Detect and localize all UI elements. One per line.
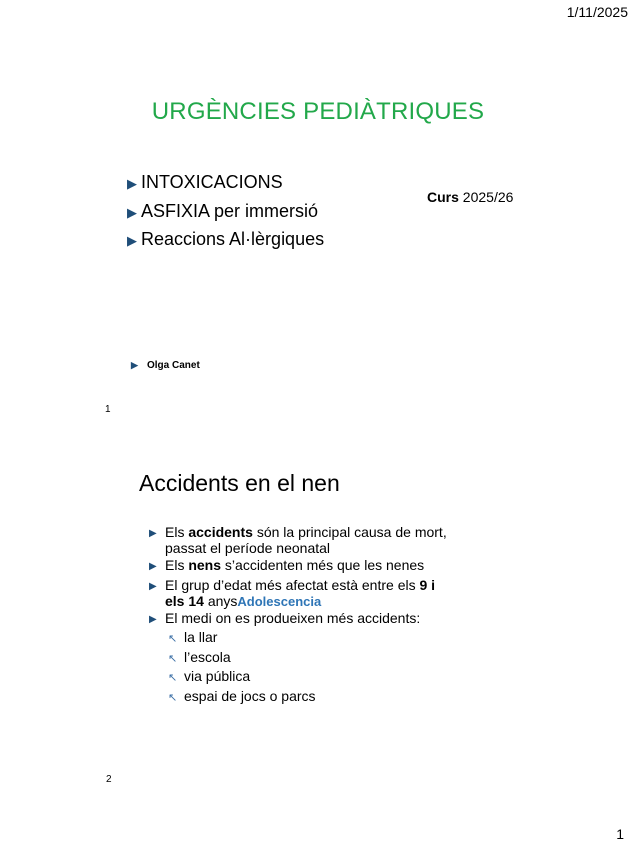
sub-item: ↖ via pública bbox=[168, 668, 251, 684]
bullet-triangle-icon: ▶ bbox=[131, 360, 138, 370]
page-number: 1 bbox=[616, 826, 624, 842]
bullet-item: ▶ El grup d’edat més afectat està entre els 9 i els 14 anysAdolescencia bbox=[149, 577, 436, 609]
bullet-triangle-icon: ▶ bbox=[127, 176, 137, 191]
annotation: Adolescencia bbox=[237, 594, 322, 609]
bullet-triangle-icon: ▶ bbox=[149, 528, 157, 539]
author: ▶ Olga Canet bbox=[131, 360, 200, 371]
sub-item: ↖ l’escola bbox=[168, 649, 231, 665]
bullet-triangle-icon: ▶ bbox=[149, 614, 157, 625]
slide2-title: Accidents en el nen bbox=[139, 470, 340, 496]
topic-item: ▶ INTOXICACIONS bbox=[127, 172, 283, 192]
bullet-item: ▶ Els accidents són la principal causa de mort, passat el període neonatal bbox=[149, 524, 447, 556]
slide-number: 1 bbox=[105, 404, 111, 415]
sub-item: ↖ la llar bbox=[168, 629, 218, 645]
topic-item: ▶ Reaccions Al·lèrgiques bbox=[127, 229, 325, 249]
bullet-triangle-icon: ▶ bbox=[149, 581, 157, 592]
slide-number: 2 bbox=[106, 774, 112, 785]
bullet-item: ▶ Els nens s’accidenten més que les nenes bbox=[149, 557, 425, 573]
course-label: Curs 2025/26 bbox=[427, 189, 514, 205]
topic-item: ▶ ASFIXIA per immersió bbox=[127, 201, 319, 221]
slide1-title: URGÈNCIES PEDIÀTRIQUES bbox=[151, 98, 485, 125]
arrow-icon: ↖ bbox=[168, 653, 178, 665]
bullet-item: ▶ El medi on es produeixen més accidents: bbox=[149, 610, 421, 626]
arrow-icon: ↖ bbox=[168, 672, 178, 684]
arrow-icon: ↖ bbox=[168, 692, 178, 704]
sub-item: ↖ espai de jocs o parcs bbox=[168, 688, 316, 704]
print-date: 1/11/2025 bbox=[566, 4, 628, 20]
arrow-icon: ↖ bbox=[168, 633, 178, 645]
bullet-triangle-icon: ▶ bbox=[149, 561, 157, 572]
bullet-triangle-icon: ▶ bbox=[127, 233, 137, 248]
bullet-triangle-icon: ▶ bbox=[127, 205, 137, 220]
